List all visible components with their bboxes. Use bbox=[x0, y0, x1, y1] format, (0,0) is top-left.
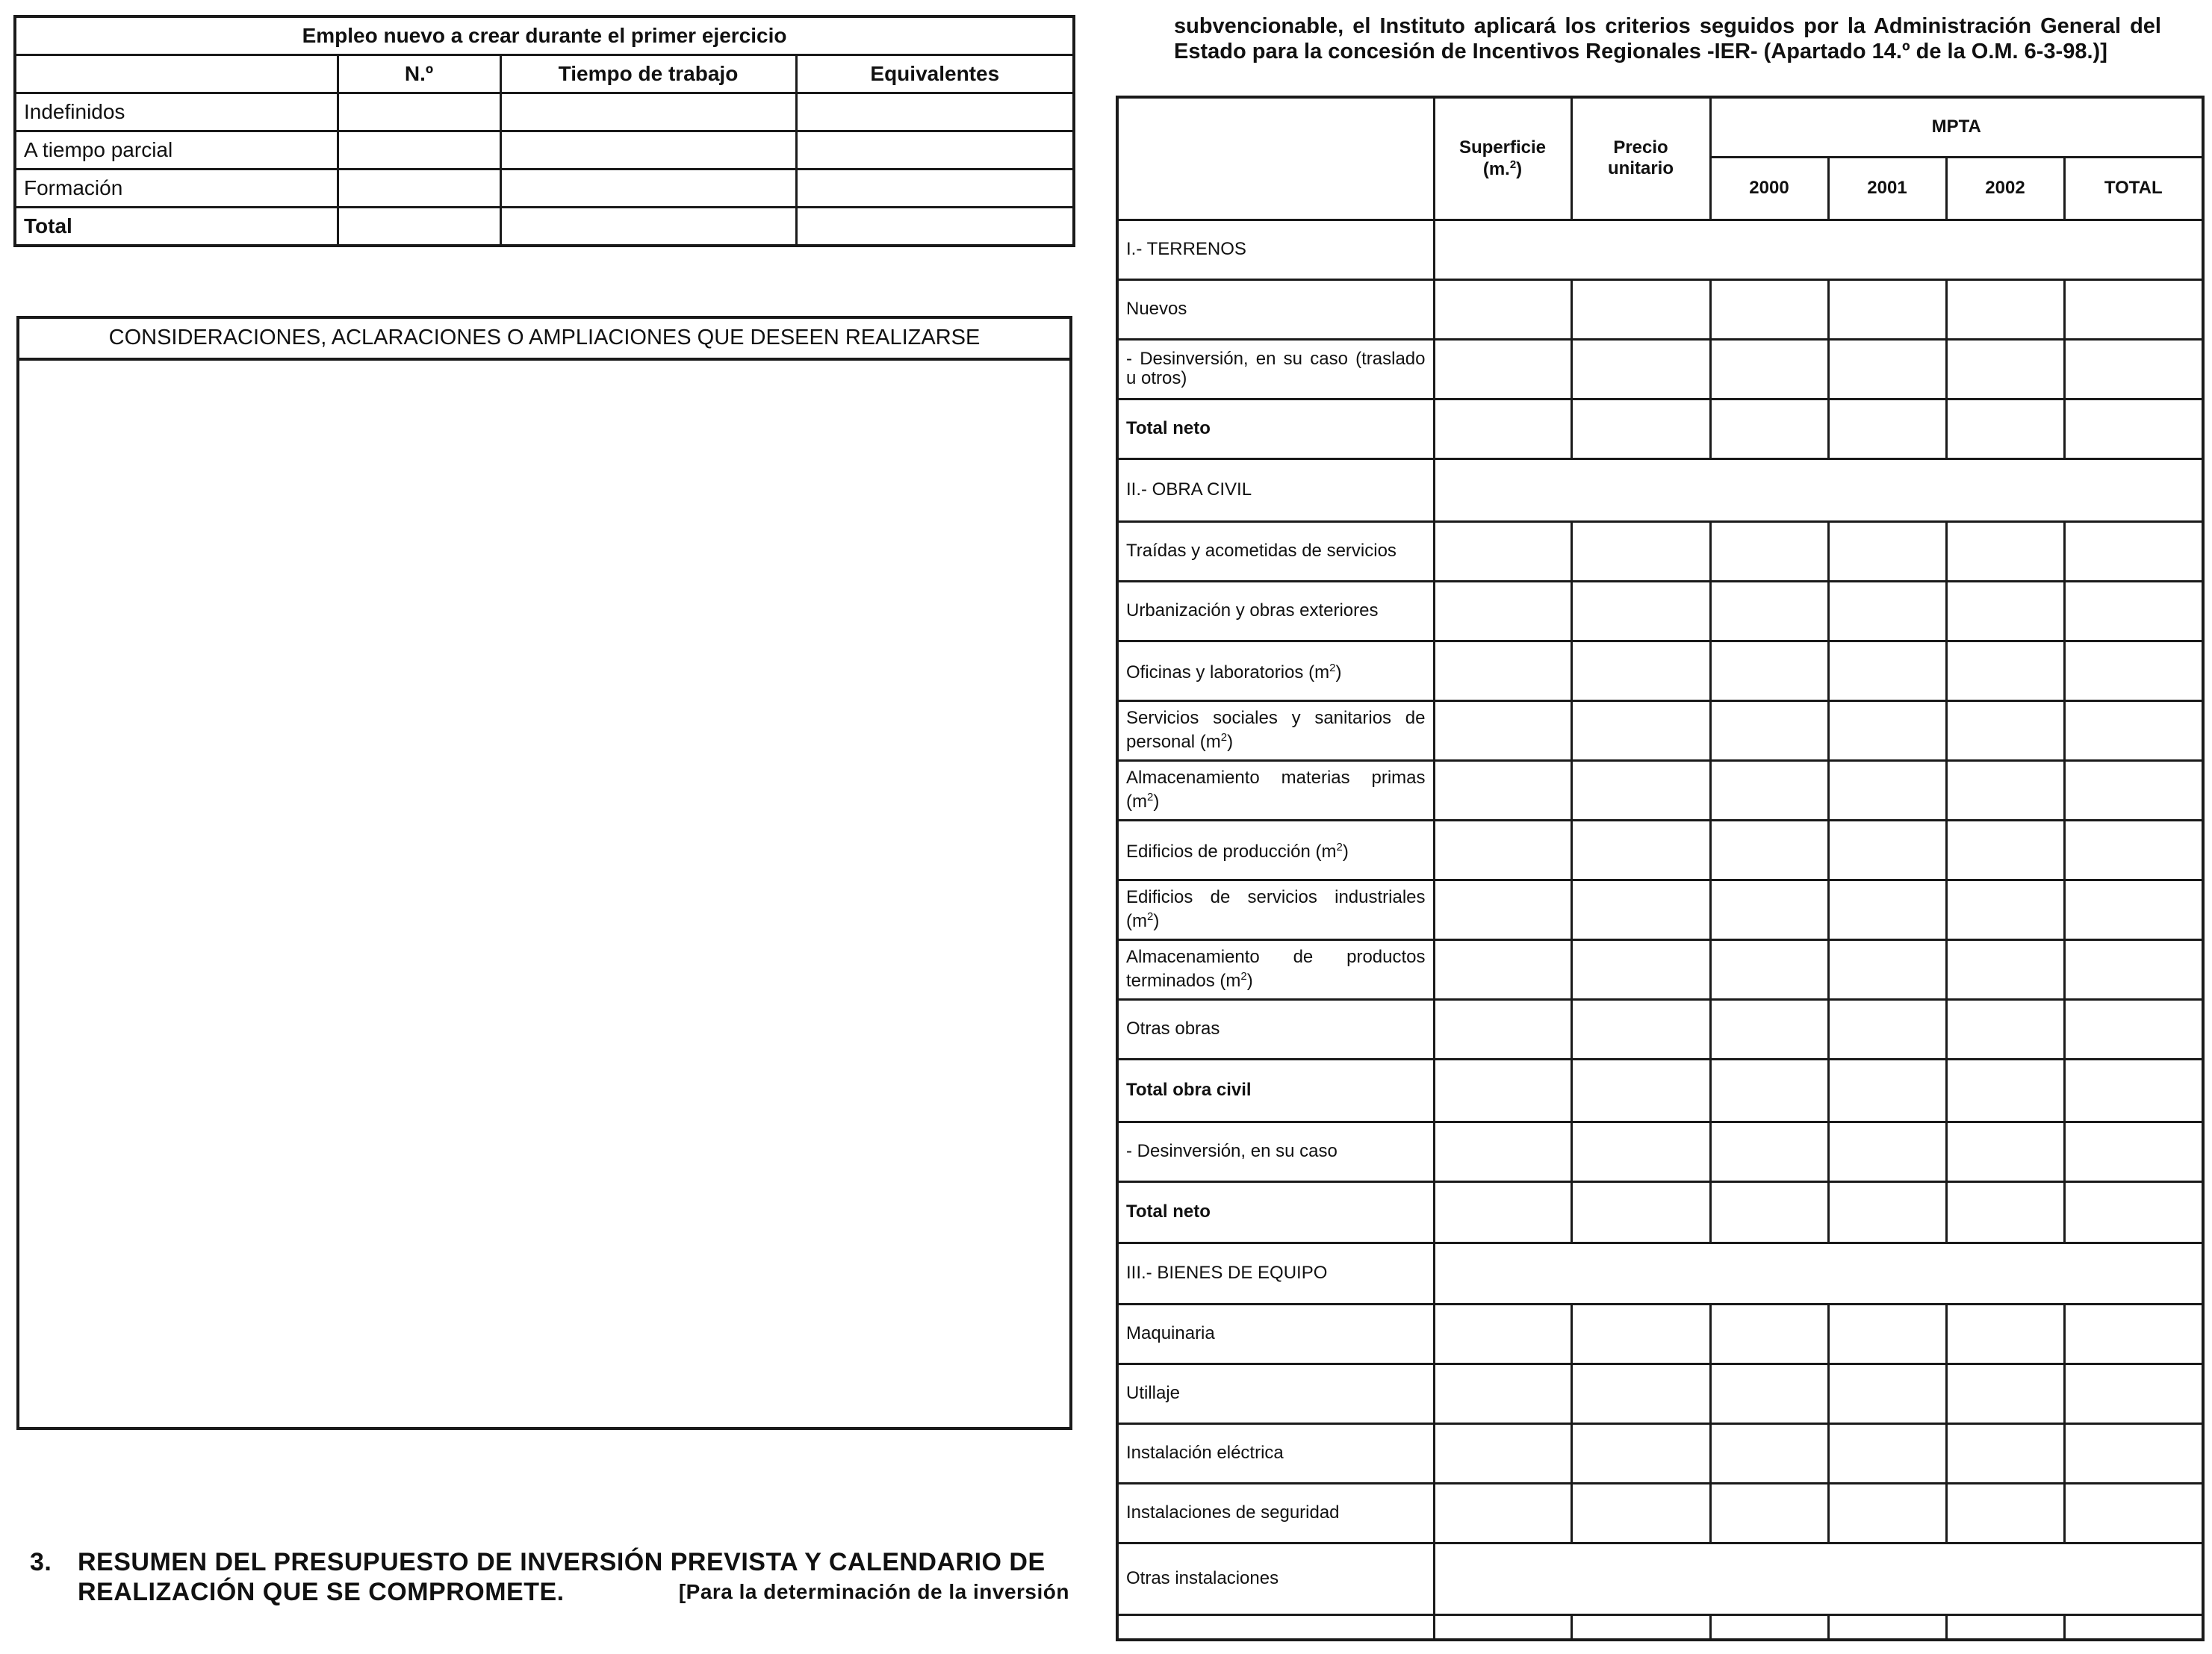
budget-input-cell[interactable] bbox=[1946, 339, 2064, 399]
budget-input-cell[interactable] bbox=[1434, 279, 1571, 339]
budget-input-cell[interactable] bbox=[1710, 760, 1828, 820]
budget-input-cell[interactable] bbox=[1828, 1122, 1946, 1181]
budget-row-label-text: I.- TERRENOS bbox=[1126, 239, 1246, 259]
budget-row-label-end: ) bbox=[1335, 662, 1342, 683]
budget-input-cell[interactable] bbox=[1434, 939, 1571, 999]
budget-row-label-end: ) bbox=[1342, 842, 1349, 862]
budget-table bbox=[1116, 96, 2205, 1641]
budget-input-cell[interactable] bbox=[1946, 760, 2064, 820]
budget-input-cell[interactable] bbox=[1710, 1059, 1828, 1122]
employment-cell[interactable] bbox=[338, 131, 500, 170]
budget-input-cell[interactable] bbox=[1571, 999, 1710, 1059]
budget-input-cell[interactable] bbox=[1571, 760, 1710, 820]
employment-row-part-time bbox=[15, 131, 1074, 170]
section-3-heading-line-2: REALIZACIÓN QUE SE COMPROMETE. bbox=[78, 1578, 565, 1606]
budget-input-cell[interactable] bbox=[1946, 641, 2064, 700]
budget-input-cell[interactable] bbox=[1946, 1423, 2064, 1483]
budget-row bbox=[1117, 581, 2203, 641]
budget-row-label bbox=[1117, 399, 1434, 458]
budget-row-label bbox=[1117, 1122, 1434, 1181]
budget-row-label bbox=[1117, 521, 1434, 581]
budget-row-label-sup: 2 bbox=[1146, 791, 1154, 803]
budget-input-cell[interactable] bbox=[1828, 1483, 1946, 1543]
surface-unit-sup: 2 bbox=[1509, 158, 1517, 171]
budget-row-label-text: Oficinas y laboratorios (m bbox=[1126, 662, 1330, 683]
budget-row-label bbox=[1117, 939, 1434, 999]
budget-row bbox=[1117, 1483, 2203, 1543]
employment-cell[interactable] bbox=[338, 93, 500, 131]
employment-table bbox=[13, 15, 1075, 247]
budget-input-cell[interactable] bbox=[1710, 880, 1828, 939]
budget-input-cell[interactable] bbox=[2064, 1364, 2203, 1423]
budget-input-cell[interactable] bbox=[1434, 1304, 1571, 1364]
budget-input-cell[interactable] bbox=[1434, 1483, 1571, 1543]
budget-input-cell[interactable] bbox=[1710, 820, 1828, 880]
employment-cell[interactable] bbox=[796, 131, 1074, 170]
budget-row bbox=[1117, 220, 2203, 279]
budget-col-year-2000: 2000 bbox=[1710, 157, 1828, 220]
budget-input-cell[interactable] bbox=[1710, 1423, 1828, 1483]
budget-input-cell[interactable] bbox=[1571, 1181, 1710, 1243]
budget-row-label-text: Otras instalaciones bbox=[1126, 1568, 1279, 1588]
budget-row-label-text: Servicios sociales y sanitarios de personal (m bbox=[1126, 708, 1426, 752]
budget-input-cell[interactable] bbox=[1434, 1423, 1571, 1483]
section-3-note-start: [Para la determinación de la inversión bbox=[678, 1580, 1069, 1603]
budget-row-label-text: Total neto bbox=[1126, 1201, 1211, 1222]
budget-input-cell[interactable] bbox=[1571, 641, 1710, 700]
budget-input-cell[interactable] bbox=[1710, 399, 1828, 458]
budget-input-cell[interactable] bbox=[1434, 641, 1571, 700]
budget-input-cell[interactable] bbox=[1946, 1483, 2064, 1543]
budget-input-cell[interactable] bbox=[1710, 1122, 1828, 1181]
budget-row bbox=[1117, 700, 2203, 760]
budget-input-cell[interactable] bbox=[2064, 641, 2203, 700]
budget-row-label-text: Almacenamiento materias primas (m bbox=[1126, 768, 1426, 812]
budget-input-cell[interactable] bbox=[1571, 1304, 1710, 1364]
budget-section-span-cell bbox=[1434, 1543, 2203, 1614]
budget-input-cell[interactable] bbox=[1710, 521, 1828, 581]
budget-input-cell[interactable] bbox=[2064, 1122, 2203, 1181]
employment-cell[interactable] bbox=[500, 170, 796, 208]
budget-input-cell[interactable] bbox=[1710, 999, 1828, 1059]
budget-row-label bbox=[1117, 1543, 1434, 1614]
budget-input-cell[interactable] bbox=[1828, 1423, 1946, 1483]
budget-row bbox=[1117, 939, 2203, 999]
section-3-heading bbox=[30, 1547, 1069, 1607]
budget-row-label bbox=[1117, 279, 1434, 339]
budget-input-cell[interactable] bbox=[1828, 939, 1946, 999]
budget-col-total: TOTAL bbox=[2064, 157, 2203, 220]
budget-row-label bbox=[1117, 1059, 1434, 1122]
budget-col-group-mpta: MPTA bbox=[1710, 97, 2203, 157]
budget-row-label bbox=[1117, 1243, 1434, 1304]
budget-row-label bbox=[1117, 999, 1434, 1059]
budget-input-cell[interactable] bbox=[1946, 1181, 2064, 1243]
budget-row-label bbox=[1117, 880, 1434, 939]
employment-row-label: Total bbox=[15, 208, 338, 246]
budget-input-cell[interactable] bbox=[1828, 339, 1946, 399]
budget-row-label bbox=[1117, 1483, 1434, 1543]
budget-row-label bbox=[1117, 339, 1434, 399]
employment-cell[interactable] bbox=[796, 170, 1074, 208]
budget-input-cell[interactable] bbox=[1946, 880, 2064, 939]
employment-row-training bbox=[15, 170, 1074, 208]
budget-input-cell[interactable] bbox=[1828, 399, 1946, 458]
budget-row-label-sup: 2 bbox=[1336, 841, 1343, 854]
budget-row-label-sup: 2 bbox=[1240, 970, 1247, 983]
budget-row-label-text: Total neto bbox=[1126, 418, 1211, 438]
budget-col-surface bbox=[1434, 97, 1571, 220]
budget-section-span-cell bbox=[1434, 458, 2203, 521]
budget-row bbox=[1117, 820, 2203, 880]
budget-input-cell[interactable] bbox=[1434, 1364, 1571, 1423]
employment-row-label: A tiempo parcial bbox=[15, 131, 338, 170]
budget-input-cell[interactable] bbox=[2064, 1483, 2203, 1543]
budget-input-cell[interactable] bbox=[1434, 339, 1571, 399]
budget-row-label-text: Utillaje bbox=[1126, 1383, 1181, 1403]
budget-col-surface-unit bbox=[1435, 158, 1571, 180]
employment-title: Empleo nuevo a crear durante el primer ejercicio bbox=[15, 16, 1074, 55]
employment-header-blank bbox=[15, 55, 338, 93]
unit-price-line-1: Precio bbox=[1613, 137, 1668, 158]
budget-input-cell[interactable] bbox=[1828, 581, 1946, 641]
budget-input-cell[interactable] bbox=[1710, 581, 1828, 641]
budget-input-cell[interactable] bbox=[1710, 1181, 1828, 1243]
budget-input-cell[interactable] bbox=[2064, 521, 2203, 581]
employment-cell[interactable] bbox=[338, 208, 500, 246]
budget-input-cell[interactable] bbox=[1710, 339, 1828, 399]
budget-row bbox=[1117, 339, 2203, 399]
budget-input-cell[interactable] bbox=[1828, 999, 1946, 1059]
budget-input-cell[interactable] bbox=[1434, 760, 1571, 820]
budget-input-cell[interactable] bbox=[1710, 1483, 1828, 1543]
budget-header-blank bbox=[1117, 97, 1434, 220]
budget-row-label bbox=[1117, 1181, 1434, 1243]
budget-input-cell[interactable] bbox=[2064, 1059, 2203, 1122]
budget-input-cell[interactable] bbox=[1710, 279, 1828, 339]
budget-input-cell[interactable] bbox=[1828, 700, 1946, 760]
budget-input-cell[interactable] bbox=[1571, 880, 1710, 939]
budget-input-cell[interactable] bbox=[2064, 339, 2203, 399]
budget-input-cell[interactable] bbox=[1946, 279, 2064, 339]
budget-row bbox=[1117, 1543, 2203, 1614]
employment-cell[interactable] bbox=[500, 93, 796, 131]
budget-row-label bbox=[1117, 820, 1434, 880]
section-3-number: 3. bbox=[30, 1548, 52, 1576]
budget-input-cell[interactable] bbox=[2064, 399, 2203, 458]
budget-input-cell[interactable] bbox=[1828, 1614, 1946, 1640]
budget-input-cell[interactable] bbox=[1571, 1614, 1710, 1640]
budget-input-cell[interactable] bbox=[1828, 1364, 1946, 1423]
employment-cell[interactable] bbox=[338, 170, 500, 208]
budget-row bbox=[1117, 1243, 2203, 1304]
employment-row-label: Formación bbox=[15, 170, 338, 208]
budget-input-cell[interactable] bbox=[1571, 339, 1710, 399]
budget-input-cell[interactable] bbox=[1571, 1122, 1710, 1181]
budget-input-cell[interactable] bbox=[1828, 1181, 1946, 1243]
budget-row bbox=[1117, 279, 2203, 339]
budget-input-cell[interactable] bbox=[1710, 641, 1828, 700]
budget-row-label-sup: 2 bbox=[1146, 910, 1154, 923]
section-3-line-2 bbox=[30, 1577, 1069, 1607]
budget-input-cell[interactable] bbox=[1946, 939, 2064, 999]
budget-input-cell[interactable] bbox=[1571, 1483, 1710, 1543]
budget-input-cell[interactable] bbox=[1828, 820, 1946, 880]
budget-row-label-end: ) bbox=[1227, 732, 1234, 752]
budget-row-label-text: Urbanización y obras exteriores bbox=[1126, 600, 1379, 621]
budget-row-label-text: III.- BIENES DE EQUIPO bbox=[1126, 1263, 1328, 1283]
budget-row-label-sup: 2 bbox=[1220, 731, 1228, 744]
budget-row-label-end: ) bbox=[1153, 911, 1160, 931]
budget-row bbox=[1117, 458, 2203, 521]
budget-input-cell[interactable] bbox=[2064, 700, 2203, 760]
budget-input-cell[interactable] bbox=[1571, 521, 1710, 581]
budget-input-cell[interactable] bbox=[1434, 1614, 1571, 1640]
budget-input-cell[interactable] bbox=[1434, 521, 1571, 581]
budget-input-cell[interactable] bbox=[1434, 1059, 1571, 1122]
employment-col-equivalents: Equivalentes bbox=[796, 55, 1074, 93]
budget-input-cell[interactable] bbox=[1434, 1181, 1571, 1243]
budget-row-label-text: Instalaciones de seguridad bbox=[1126, 1502, 1340, 1523]
employment-cell[interactable] bbox=[796, 208, 1074, 246]
right-column-text: subvencionable, el Instituto aplicará los criterios seguidos por la Administración General del Estado para la concesión de Incentivos Regionales -IER- (Apartado 14.º de la O.M. 6-3-98.)] bbox=[1174, 14, 2161, 63]
budget-input-cell[interactable] bbox=[1710, 1364, 1828, 1423]
budget-input-cell[interactable] bbox=[1946, 1059, 2064, 1122]
budget-input-cell[interactable] bbox=[1946, 820, 2064, 880]
considerations-title: CONSIDERACIONES, ACLARACIONES O AMPLIACIONES QUE DESEEN REALIZARSE bbox=[19, 319, 1069, 361]
budget-row-label bbox=[1117, 760, 1434, 820]
budget-input-cell[interactable] bbox=[1571, 279, 1710, 339]
budget-row-label-text: - Desinversión, en su caso bbox=[1126, 1141, 1338, 1161]
budget-row bbox=[1117, 1059, 2203, 1122]
budget-row-label-text: Nuevos bbox=[1126, 299, 1187, 319]
budget-section-span-cell bbox=[1434, 220, 2203, 279]
budget-input-cell[interactable] bbox=[1946, 399, 2064, 458]
budget-row-label-text: Almacenamiento de productos terminados (m bbox=[1126, 947, 1426, 991]
budget-row-label-text: Total obra civil bbox=[1126, 1080, 1252, 1100]
budget-row-label-text: Edificios de producción (m bbox=[1126, 842, 1337, 862]
budget-input-cell[interactable] bbox=[1434, 581, 1571, 641]
budget-row-label bbox=[1117, 1364, 1434, 1423]
budget-row bbox=[1117, 1181, 2203, 1243]
budget-input-cell[interactable] bbox=[1946, 700, 2064, 760]
employment-col-number: N.º bbox=[338, 55, 500, 93]
budget-input-cell[interactable] bbox=[1946, 521, 2064, 581]
budget-input-cell[interactable] bbox=[1946, 1122, 2064, 1181]
budget-input-cell[interactable] bbox=[1434, 700, 1571, 760]
budget-input-cell[interactable] bbox=[1571, 581, 1710, 641]
surface-unit-text: (m. bbox=[1482, 158, 1510, 179]
budget-row-label-text: Traídas y acometidas de servicios bbox=[1126, 541, 1397, 561]
budget-row-label-end: ) bbox=[1246, 971, 1253, 991]
budget-row bbox=[1117, 999, 2203, 1059]
budget-input-cell[interactable] bbox=[1710, 1304, 1828, 1364]
budget-col-year-2002: 2002 bbox=[1946, 157, 2064, 220]
budget-input-cell[interactable] bbox=[1434, 1122, 1571, 1181]
budget-row-label-text: - Desinversión, en su caso (traslado u otros) bbox=[1126, 349, 1426, 388]
employment-row-total bbox=[15, 208, 1074, 246]
budget-row bbox=[1117, 1304, 2203, 1364]
budget-row-label bbox=[1117, 581, 1434, 641]
considerations-box bbox=[16, 316, 1072, 1430]
budget-input-cell[interactable] bbox=[1434, 399, 1571, 458]
employment-cell[interactable] bbox=[796, 93, 1074, 131]
budget-row-label bbox=[1117, 220, 1434, 279]
budget-col-surface-label: Superficie bbox=[1458, 137, 1547, 158]
budget-input-cell[interactable] bbox=[1946, 1364, 2064, 1423]
budget-input-cell[interactable] bbox=[1571, 1364, 1710, 1423]
budget-input-cell[interactable] bbox=[1434, 820, 1571, 880]
unit-price-line-2: unitario bbox=[1608, 158, 1674, 179]
budget-row bbox=[1117, 1614, 2203, 1640]
budget-input-cell[interactable] bbox=[1571, 399, 1710, 458]
budget-row bbox=[1117, 521, 2203, 581]
budget-input-cell[interactable] bbox=[1710, 1614, 1828, 1640]
employment-col-work-time: Tiempo de trabajo bbox=[500, 55, 796, 93]
budget-row bbox=[1117, 880, 2203, 939]
budget-row-label-text: II.- OBRA CIVIL bbox=[1126, 479, 1252, 500]
budget-input-cell[interactable] bbox=[1571, 700, 1710, 760]
budget-col-year-2001: 2001 bbox=[1828, 157, 1946, 220]
budget-row-label bbox=[1117, 1304, 1434, 1364]
budget-row bbox=[1117, 1364, 2203, 1423]
budget-row-label-sup: 2 bbox=[1329, 662, 1336, 674]
budget-row-label-text: Maquinaria bbox=[1126, 1323, 1215, 1343]
budget-input-cell[interactable] bbox=[1946, 1304, 2064, 1364]
budget-input-cell[interactable] bbox=[1946, 1614, 2064, 1640]
budget-row bbox=[1117, 760, 2203, 820]
budget-input-cell[interactable] bbox=[1828, 880, 1946, 939]
budget-row bbox=[1117, 399, 2203, 458]
surface-unit-end: ) bbox=[1516, 158, 1523, 179]
budget-input-cell[interactable] bbox=[1828, 1304, 1946, 1364]
budget-row-label-end: ) bbox=[1153, 792, 1160, 812]
budget-input-cell[interactable] bbox=[1828, 521, 1946, 581]
budget-input-cell[interactable] bbox=[2064, 939, 2203, 999]
budget-row-label bbox=[1117, 1614, 1434, 1640]
employment-cell[interactable] bbox=[500, 131, 796, 170]
budget-input-cell[interactable] bbox=[1571, 1059, 1710, 1122]
budget-input-cell[interactable] bbox=[2064, 1304, 2203, 1364]
budget-input-cell[interactable] bbox=[2064, 581, 2203, 641]
employment-cell[interactable] bbox=[500, 208, 796, 246]
considerations-text-area[interactable] bbox=[19, 361, 1069, 1428]
budget-input-cell[interactable] bbox=[2064, 880, 2203, 939]
section-3-line-1 bbox=[30, 1547, 1069, 1577]
budget-input-cell[interactable] bbox=[2064, 820, 2203, 880]
budget-input-cell[interactable] bbox=[1571, 939, 1710, 999]
budget-row-label-text: Edificios de servicios industriales (m bbox=[1126, 887, 1426, 931]
budget-input-cell[interactable] bbox=[2064, 1423, 2203, 1483]
employment-row-label: Indefinidos bbox=[15, 93, 338, 131]
budget-row-label bbox=[1117, 1423, 1434, 1483]
section-3-heading-line-1: RESUMEN DEL PRESUPUESTO DE INVERSIÓN PREVISTA Y CALENDARIO DE bbox=[78, 1548, 1046, 1576]
employment-row-indefinite bbox=[15, 93, 1074, 131]
budget-row bbox=[1117, 1423, 2203, 1483]
budget-input-cell[interactable] bbox=[1946, 581, 2064, 641]
budget-input-cell[interactable] bbox=[2064, 760, 2203, 820]
budget-section-span-cell bbox=[1434, 1243, 2203, 1304]
budget-input-cell[interactable] bbox=[2064, 279, 2203, 339]
budget-input-cell[interactable] bbox=[2064, 999, 2203, 1059]
budget-row-label bbox=[1117, 458, 1434, 521]
budget-input-cell[interactable] bbox=[1710, 939, 1828, 999]
budget-row-label-text: Otras obras bbox=[1126, 1019, 1220, 1039]
budget-input-cell[interactable] bbox=[1828, 641, 1946, 700]
budget-input-cell[interactable] bbox=[1571, 1423, 1710, 1483]
budget-input-cell[interactable] bbox=[1828, 279, 1946, 339]
budget-input-cell[interactable] bbox=[1434, 880, 1571, 939]
budget-input-cell[interactable] bbox=[1710, 700, 1828, 760]
budget-input-cell[interactable] bbox=[2064, 1181, 2203, 1243]
budget-input-cell[interactable] bbox=[1571, 820, 1710, 880]
budget-row-label-text: Instalación eléctrica bbox=[1126, 1443, 1284, 1463]
budget-input-cell[interactable] bbox=[1828, 1059, 1946, 1122]
budget-input-cell[interactable] bbox=[1946, 999, 2064, 1059]
budget-input-cell[interactable] bbox=[1828, 760, 1946, 820]
budget-input-cell[interactable] bbox=[2064, 1614, 2203, 1640]
budget-row bbox=[1117, 1122, 2203, 1181]
budget-input-cell[interactable] bbox=[1434, 999, 1571, 1059]
budget-row-label bbox=[1117, 641, 1434, 700]
budget-row bbox=[1117, 641, 2203, 700]
budget-col-unit-price bbox=[1571, 97, 1710, 220]
budget-row-label bbox=[1117, 700, 1434, 760]
